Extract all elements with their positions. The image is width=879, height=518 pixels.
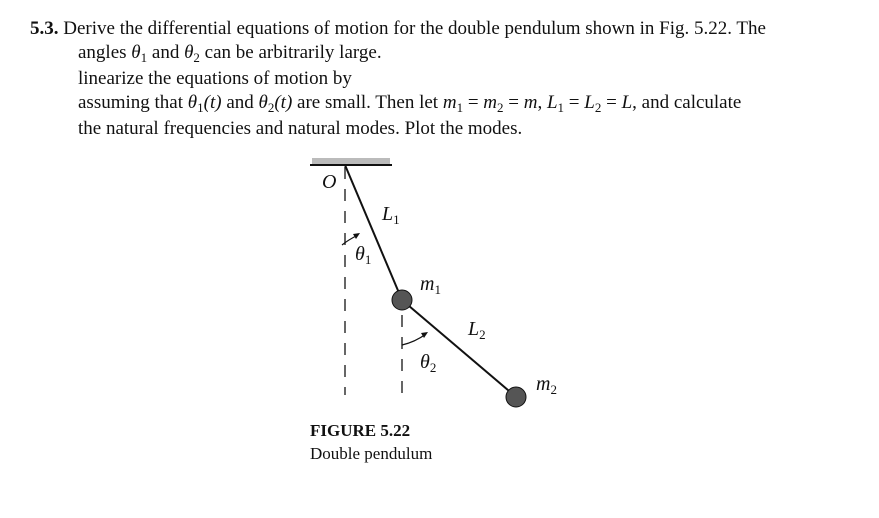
subscript: 1 bbox=[140, 50, 148, 65]
text-fragment: the natural frequencies and natural modes. Plot the modes. bbox=[78, 118, 523, 139]
L-symbol: L bbox=[584, 92, 595, 113]
text-fragment: and bbox=[221, 92, 259, 113]
figure-caption-subtitle: Double pendulum bbox=[310, 444, 433, 463]
m-symbol: m bbox=[523, 92, 538, 113]
L-symbol: L bbox=[621, 92, 633, 113]
ceiling-support bbox=[310, 158, 392, 165]
subscript: 2 bbox=[267, 100, 275, 115]
subscript: 1 bbox=[456, 100, 464, 115]
figure-caption-title: FIGURE 5.22 bbox=[310, 421, 411, 440]
text-fragment: linearize the equations of motion by bbox=[78, 68, 352, 89]
theta1-arrowhead bbox=[353, 233, 360, 239]
comma: , bbox=[537, 92, 547, 113]
subscript: 2 bbox=[497, 100, 504, 115]
subscript: 2 bbox=[594, 100, 602, 115]
time-arg: (t) bbox=[203, 92, 222, 113]
m-symbol: m bbox=[442, 92, 457, 113]
subscript: 1 bbox=[197, 100, 204, 115]
theta1-label: $\theta_1$ bbox=[355, 243, 372, 267]
rod-L1 bbox=[345, 165, 402, 300]
equals: = bbox=[564, 92, 585, 113]
theta2-symbol: θ bbox=[258, 92, 268, 113]
text-fragment: angles bbox=[78, 42, 132, 63]
theta1-symbol: θ bbox=[131, 42, 141, 63]
problem-line-2 bbox=[78, 42, 382, 64]
problem-text-1: Derive the differential equations of motion for the double pendulum shown in Fig. 5.22. The bbox=[63, 18, 766, 39]
problem-number: 5.3. bbox=[30, 18, 59, 39]
text-fragment: , and calculate bbox=[632, 92, 742, 113]
theta2-symbol: θ bbox=[184, 42, 194, 63]
m-symbol: m bbox=[483, 92, 498, 113]
text-fragment: and bbox=[147, 42, 185, 63]
subscript: 2 bbox=[193, 50, 200, 65]
rod-L2 bbox=[402, 300, 515, 396]
text-fragment: can be arbitrarily large. bbox=[199, 42, 382, 63]
problem-line-1 bbox=[30, 18, 766, 40]
subscript: 1 bbox=[557, 100, 565, 115]
L1-label: $L_1$ bbox=[382, 203, 400, 227]
time-arg: (t) bbox=[274, 92, 293, 113]
m1-label: $m_1$ bbox=[420, 273, 441, 297]
L2-label: $L_2$ bbox=[468, 318, 486, 342]
pivot-label: O bbox=[322, 171, 337, 193]
problem-line-3 bbox=[78, 68, 352, 90]
problem-line-4 bbox=[78, 92, 741, 114]
equals: = bbox=[503, 92, 524, 113]
mass-m1 bbox=[392, 290, 412, 310]
theta2-arc bbox=[402, 334, 426, 345]
m2-label: $m_2$ bbox=[536, 373, 557, 397]
theta2-label: $\theta_2$ bbox=[420, 351, 437, 375]
double-pendulum-figure bbox=[300, 150, 600, 420]
text-fragment: assuming that bbox=[78, 92, 188, 113]
theta1-symbol: θ bbox=[187, 92, 198, 113]
text-fragment: are small. Then let bbox=[292, 92, 443, 113]
equals: = bbox=[463, 92, 484, 113]
equals: = bbox=[601, 92, 622, 113]
L-symbol: L bbox=[546, 92, 558, 113]
problem-line-5 bbox=[78, 118, 522, 140]
mass-m2 bbox=[506, 387, 526, 407]
